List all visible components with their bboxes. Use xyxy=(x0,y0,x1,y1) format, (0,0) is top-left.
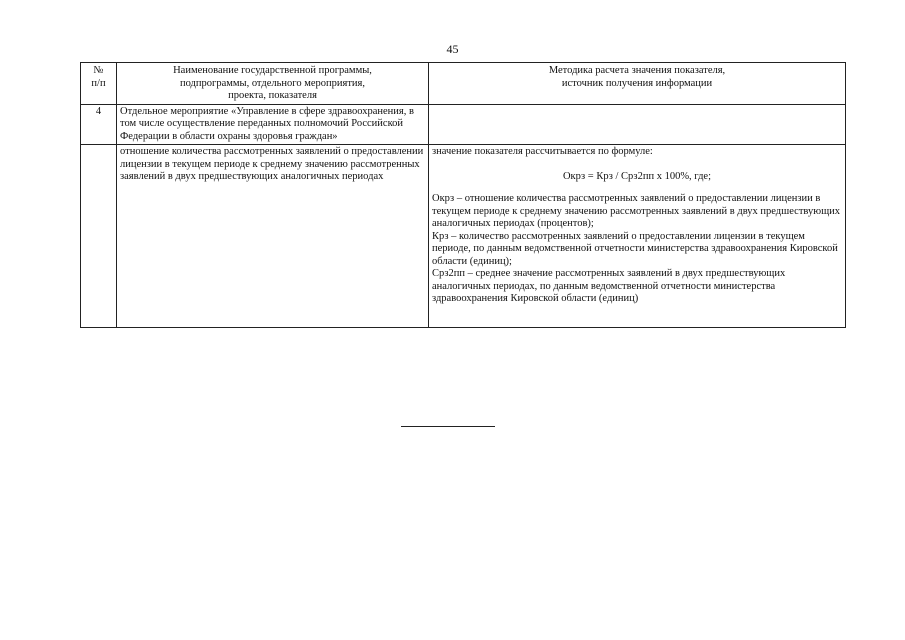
row-name: отношение количества рассмотренных заявлений о предоставлении лицензии в текущем периоде к среднему значению рассмотренных заявлений в двух предшествующих аналогичных периодах xyxy=(117,145,429,328)
formula-intro: значение показателя рассчитывается по формуле: xyxy=(432,146,653,157)
formula: Окрз = Крз / Срз2пп х 100%, где; xyxy=(562,170,712,182)
header-method-line: Методика расчета значения показателя, xyxy=(548,65,726,76)
row-number xyxy=(81,145,117,328)
table-row xyxy=(81,104,846,145)
row-number: 4 xyxy=(81,104,117,145)
header-name-line: подпрограммы, отдельного мероприятия, xyxy=(179,77,365,89)
end-rule xyxy=(401,426,495,427)
header-name-line: проекта, показателя xyxy=(228,90,317,101)
row-method xyxy=(429,104,846,145)
table-row xyxy=(81,145,846,328)
indicators-table xyxy=(80,62,846,328)
definition: Срз2пп – среднее значение рассмотренных заявлений в двух предшествующих аналогичных периодах, по данным ведомственной отчетности министерства здравоохранения Кировской области (единиц) xyxy=(432,268,786,304)
row-name: Отдельное мероприятие «Управление в сфере здравоохранения, в том числе осуществление переданных полномочий Российской Федерации в области охраны здоровья граждан» xyxy=(117,104,429,145)
row-method xyxy=(429,145,846,328)
header-method xyxy=(429,63,846,105)
definition: Окрз – отношение количества рассмотренных заявлений о предоставлении лицензии в текущем периоде к среднему значению рассмотренных заявлений в двух предшествующих аналогичных периодах (процентов); xyxy=(432,193,841,229)
header-number-line: п/п xyxy=(91,77,106,89)
definition: Крз – количество рассмотренных заявлений о предоставлении лицензии в текущем периоде, по данным ведомственной отчетности министерства здравоохранения Кировской области (единиц); xyxy=(432,230,838,267)
page-number: 45 xyxy=(446,42,459,56)
header-name xyxy=(117,63,429,105)
header-method-line: источник получения информации xyxy=(561,77,713,89)
table-header-row xyxy=(81,63,846,105)
header-number xyxy=(81,63,117,105)
header-number-line: № xyxy=(93,65,104,76)
header-name-line: Наименование государственной программы, xyxy=(173,65,372,76)
